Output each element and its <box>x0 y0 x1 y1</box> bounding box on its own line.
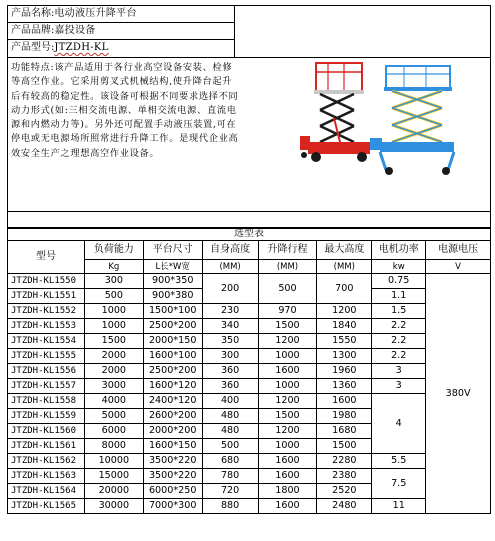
cell-load: 8000 <box>84 439 143 454</box>
product-photo <box>294 58 464 178</box>
feature-label: 功能特点: <box>11 62 55 73</box>
cell-lift-stroke: 1500 <box>258 409 317 424</box>
header-lift-stroke: 升降行程 <box>258 241 317 260</box>
cell-self-height: 340 <box>202 319 258 334</box>
cell-lift-stroke: 1000 <box>258 349 317 364</box>
cell-model: JTZDH-KL1553 <box>8 319 85 334</box>
cell-platform-size: 1600*150 <box>143 439 202 454</box>
cell-motor-power: 3 <box>372 379 426 394</box>
table-row <box>8 274 491 289</box>
product-name-label: 产品名称: <box>11 8 55 19</box>
table-row <box>8 469 491 484</box>
cell-motor-power: 1.1 <box>372 289 426 304</box>
product-model-row <box>8 40 234 56</box>
cell-max-height: 1550 <box>317 334 372 349</box>
unit-self-height: (MM) <box>202 260 258 274</box>
product-name-row <box>8 6 234 23</box>
cell-self-height: 360 <box>202 379 258 394</box>
cell-load: 6000 <box>84 424 143 439</box>
cell-self-height: 680 <box>202 454 258 469</box>
cell-load: 3000 <box>84 379 143 394</box>
header-self-height: 自身高度 <box>202 241 258 260</box>
header-max-height: 最大高度 <box>317 241 372 260</box>
unit-lift-stroke: (MM) <box>258 260 317 274</box>
cell-model: JTZDH-KL1559 <box>8 409 85 424</box>
cell-self-height: 480 <box>202 424 258 439</box>
spec-table <box>7 227 491 514</box>
red-scissor-lift-image <box>300 63 370 162</box>
cell-max-height: 1500 <box>317 439 372 454</box>
cell-lift-stroke: 1000 <box>258 379 317 394</box>
cell-voltage: 380V <box>426 274 491 514</box>
cell-load: 2000 <box>84 364 143 379</box>
cell-motor-power: 2.2 <box>372 319 426 334</box>
unit-motor-power: kw <box>372 260 426 274</box>
cell-platform-size: 2400*120 <box>143 394 202 409</box>
cell-motor-power: 2.2 <box>372 349 426 364</box>
cell-load: 4000 <box>84 394 143 409</box>
cell-max-height: 1200 <box>317 304 372 319</box>
cell-platform-size: 2600*200 <box>143 409 202 424</box>
cell-motor-power: 3 <box>372 364 426 379</box>
cell-self-height: 350 <box>202 334 258 349</box>
cell-model: JTZDH-KL1555 <box>8 349 85 364</box>
cell-platform-size: 7000*300 <box>143 499 202 514</box>
cell-self-height: 480 <box>202 409 258 424</box>
feature-text: 该产品适用于各行业高空设备安装、检修等高空作业。它采用剪叉式机械结构,使升降台起升后有较高的稳定性。该设备可根据不同要求选择不同动力形式(如:三相交流电源、单相交流电源、直流电源和内燃动力等)。另外还可配置手动液压装置,可在停电或无电源场所照常进行升降工作。是现代企业高效安全生产之理想高空作业设备。 <box>11 62 239 159</box>
table-row <box>8 379 491 394</box>
spec-caption-row <box>8 228 491 241</box>
cell-platform-size: 2000*200 <box>143 424 202 439</box>
unit-max-height: (MM) <box>317 260 372 274</box>
cell-max-height: 1600 <box>317 394 372 409</box>
cell-motor-power: 1.5 <box>372 304 426 319</box>
cell-lift-stroke: 1800 <box>258 484 317 499</box>
product-header-block <box>8 6 235 57</box>
cell-platform-size: 6000*250 <box>143 484 202 499</box>
cell-lift-stroke: 1600 <box>258 469 317 484</box>
blue-scissor-lift-image <box>370 66 454 175</box>
header-load: 负荷能力 <box>84 241 143 260</box>
cell-motor-power: 7.5 <box>372 469 426 499</box>
cell-self-height: 720 <box>202 484 258 499</box>
product-model-label: 产品型号: <box>11 42 55 53</box>
cell-self-height: 300 <box>202 349 258 364</box>
cell-lift-stroke: 1600 <box>258 364 317 379</box>
cell-lift-stroke: 1200 <box>258 394 317 409</box>
cell-model: JTZDH-KL1562 <box>8 454 85 469</box>
cell-max-height: 1300 <box>317 349 372 364</box>
table-row <box>8 349 491 364</box>
cell-load: 10000 <box>84 454 143 469</box>
cell-platform-size: 2500*200 <box>143 319 202 334</box>
cell-load: 30000 <box>84 499 143 514</box>
cell-lift-stroke: 1600 <box>258 499 317 514</box>
cell-max-height: 700 <box>317 274 372 304</box>
cell-lift-stroke: 1200 <box>258 424 317 439</box>
cell-load: 20000 <box>84 484 143 499</box>
header-model: 型号 <box>8 241 85 274</box>
cell-model: JTZDH-KL1560 <box>8 424 85 439</box>
cell-max-height: 1840 <box>317 319 372 334</box>
cell-model: JTZDH-KL1551 <box>8 289 85 304</box>
header-platform-size: 平台尺寸 <box>143 241 202 260</box>
cell-platform-size: 3500*220 <box>143 469 202 484</box>
unit-voltage: V <box>426 260 491 274</box>
cell-load: 500 <box>84 289 143 304</box>
cell-max-height: 1680 <box>317 424 372 439</box>
cell-load: 5000 <box>84 409 143 424</box>
cell-lift-stroke: 1000 <box>258 439 317 454</box>
unit-platform-size: L长*W宽 <box>143 260 202 274</box>
cell-self-height: 230 <box>202 304 258 319</box>
table-row <box>8 319 491 334</box>
cell-max-height: 1360 <box>317 379 372 394</box>
table-row <box>8 394 491 409</box>
cell-model: JTZDH-KL1557 <box>8 379 85 394</box>
cell-platform-size: 900*380 <box>143 289 202 304</box>
cell-load: 1000 <box>84 304 143 319</box>
cell-load: 2000 <box>84 349 143 364</box>
table-row <box>8 499 491 514</box>
cell-lift-stroke: 970 <box>258 304 317 319</box>
product-sheet <box>7 5 491 229</box>
cell-motor-power: 2.2 <box>372 334 426 349</box>
cell-model: JTZDH-KL1564 <box>8 484 85 499</box>
cell-model: JTZDH-KL1552 <box>8 304 85 319</box>
spec-header-row <box>8 241 491 260</box>
cell-max-height: 1960 <box>317 364 372 379</box>
cell-max-height: 2520 <box>317 484 372 499</box>
cell-platform-size: 900*350 <box>143 274 202 289</box>
cell-self-height: 400 <box>202 394 258 409</box>
cell-model: JTZDH-KL1554 <box>8 334 85 349</box>
product-brand-value: 嘉投设备 <box>54 25 96 36</box>
cell-platform-size: 3500*220 <box>143 454 202 469</box>
cell-lift-stroke: 1600 <box>258 454 317 469</box>
cell-max-height: 2380 <box>317 469 372 484</box>
cell-lift-stroke: 1500 <box>258 319 317 334</box>
cell-platform-size: 2000*150 <box>143 334 202 349</box>
cell-platform-size: 2500*200 <box>143 364 202 379</box>
cell-platform-size: 1600*120 <box>143 379 202 394</box>
cell-load: 15000 <box>84 469 143 484</box>
cell-model: JTZDH-KL1563 <box>8 469 85 484</box>
divider <box>8 211 490 212</box>
product-info-box <box>7 5 491 229</box>
cell-self-height: 200 <box>202 274 258 304</box>
cell-model: JTZDH-KL1550 <box>8 274 85 289</box>
cell-load: 1000 <box>84 319 143 334</box>
cell-model: JTZDH-KL1556 <box>8 364 85 379</box>
cell-platform-size: 1500*100 <box>143 304 202 319</box>
cell-motor-power: 0.75 <box>372 274 426 289</box>
product-model-value: JTZDH-KL <box>54 42 109 53</box>
spec-caption: 选型表 <box>8 228 491 241</box>
cell-platform-size: 1600*100 <box>143 349 202 364</box>
cell-max-height: 2480 <box>317 499 372 514</box>
product-brand-label: 产品品牌: <box>11 25 55 36</box>
header-voltage: 电源电压 <box>426 241 491 260</box>
cell-motor-power: 11 <box>372 499 426 514</box>
header-motor-power: 电机功率 <box>372 241 426 260</box>
cell-self-height: 500 <box>202 439 258 454</box>
table-row <box>8 304 491 319</box>
cell-load: 1500 <box>84 334 143 349</box>
product-name-value: 电动液压升降平台 <box>54 8 137 19</box>
cell-self-height: 780 <box>202 469 258 484</box>
cell-lift-stroke: 500 <box>258 274 317 304</box>
cell-model: JTZDH-KL1561 <box>8 439 85 454</box>
cell-model: JTZDH-KL1558 <box>8 394 85 409</box>
product-brand-row <box>8 23 234 40</box>
unit-load: Kg <box>84 260 143 274</box>
cell-self-height: 880 <box>202 499 258 514</box>
cell-load: 300 <box>84 274 143 289</box>
cell-max-height: 1980 <box>317 409 372 424</box>
cell-self-height: 360 <box>202 364 258 379</box>
cell-lift-stroke: 1200 <box>258 334 317 349</box>
cell-motor-power: 5.5 <box>372 454 426 469</box>
table-row <box>8 364 491 379</box>
cell-motor-power: 4 <box>372 394 426 454</box>
cell-model: JTZDH-KL1565 <box>8 499 85 514</box>
table-row <box>8 334 491 349</box>
table-row <box>8 454 491 469</box>
cell-max-height: 2280 <box>317 454 372 469</box>
feature-description <box>8 58 244 161</box>
